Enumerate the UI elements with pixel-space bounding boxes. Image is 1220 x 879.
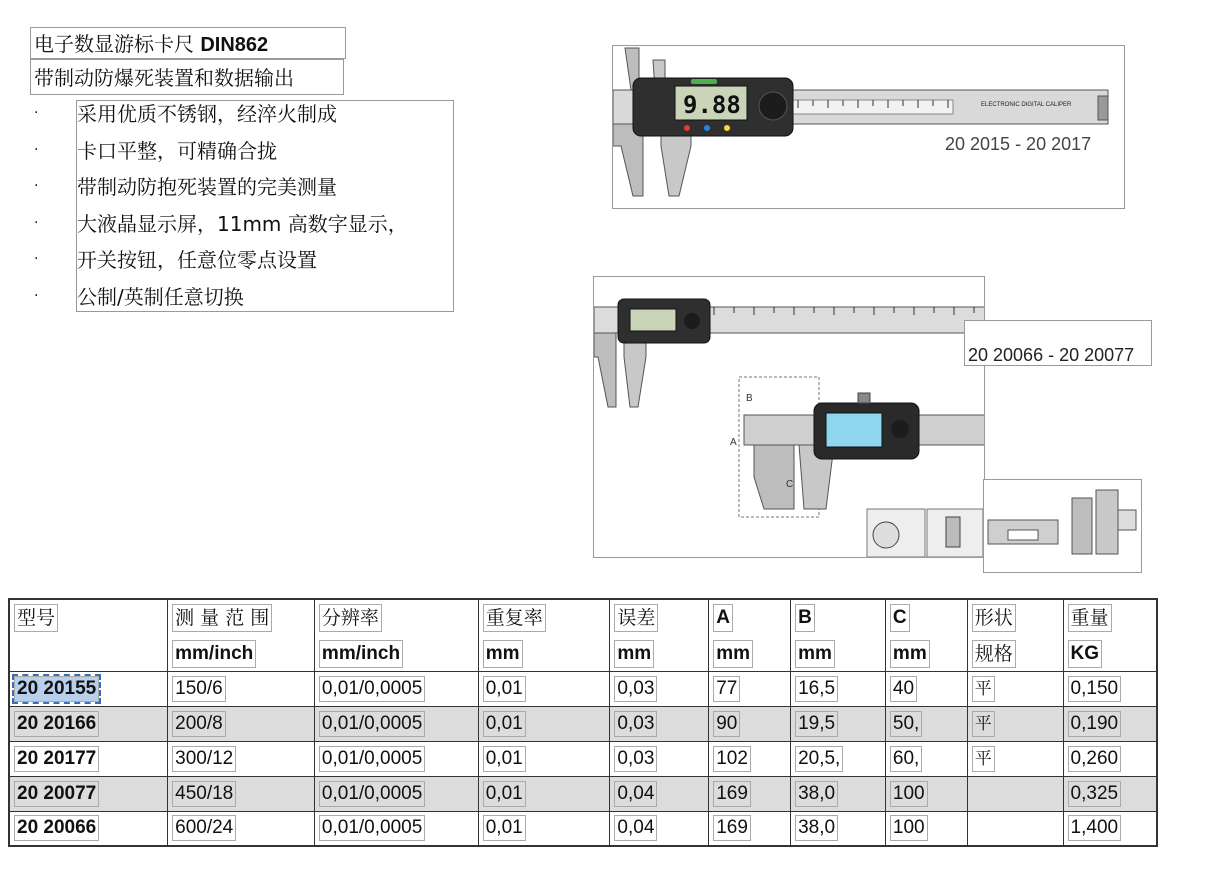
header-cell	[314, 599, 478, 671]
table-header-row	[9, 599, 1157, 671]
range-value: 150/6	[172, 676, 226, 702]
header-unit: mm	[713, 640, 753, 668]
cell-weight	[1063, 671, 1157, 706]
feature-list	[30, 99, 455, 318]
c-value: 50,	[890, 711, 922, 737]
table-row	[9, 706, 1157, 741]
range-value: 600/24	[172, 815, 236, 841]
model-number[interactable]: 20 20155	[14, 676, 99, 702]
resolution-value: 0,01/0,0005	[319, 781, 425, 807]
header-cell	[885, 599, 967, 671]
cell-error	[610, 706, 709, 741]
header-cell	[967, 599, 1063, 671]
repeatability-value: 0,01	[483, 815, 526, 841]
cell-range	[168, 776, 315, 811]
cell-b	[791, 741, 886, 776]
jaw-shape-illustration	[984, 480, 1141, 572]
repeatability-value: 0,01	[483, 711, 526, 737]
cell-shape	[967, 811, 1063, 846]
cell-a	[709, 741, 791, 776]
repeatability-value: 0,01	[483, 676, 526, 702]
feature-text: 采用优质不锈钢，经淬火制成	[77, 102, 337, 126]
a-value: 77	[713, 676, 740, 702]
weight-value: 0,325	[1068, 781, 1122, 807]
cell-weight	[1063, 811, 1157, 846]
a-value: 102	[713, 746, 751, 772]
header-label: 形状	[972, 604, 1016, 632]
feature-text: 带制动防抱死装置的完美测量	[77, 175, 337, 199]
cell-model	[9, 811, 168, 846]
cell-c	[885, 776, 967, 811]
cell-b	[791, 811, 886, 846]
feature-text: 开关按钮，任意位零点设置	[77, 248, 317, 272]
a-value: 90	[713, 711, 740, 737]
product-title	[30, 27, 346, 59]
cell-resolution	[314, 776, 478, 811]
cell-shape	[967, 706, 1063, 741]
cell-a	[709, 811, 791, 846]
header-label: 分辨率	[319, 604, 382, 632]
jaw-shape-image	[983, 479, 1142, 573]
resolution-value: 0,01/0,0005	[319, 676, 425, 702]
range-value: 300/12	[172, 746, 236, 772]
dim-label-b: B	[746, 393, 753, 404]
header-cell	[478, 599, 610, 671]
weight-value: 0,150	[1068, 676, 1122, 702]
c-value: 100	[890, 815, 928, 841]
cell-resolution	[314, 741, 478, 776]
model-number: 20 20166	[14, 711, 99, 737]
cell-weight	[1063, 706, 1157, 741]
b-value: 16,5	[795, 676, 838, 702]
c-value: 100	[890, 781, 928, 807]
cell-model	[9, 706, 168, 741]
cell-b	[791, 671, 886, 706]
header-label: 测 量 范 围	[172, 604, 272, 632]
shape-value: 平	[972, 711, 995, 737]
header-label: 重复率	[483, 604, 546, 632]
resolution-value: 0,01/0,0005	[319, 815, 425, 841]
error-value: 0,03	[614, 711, 657, 737]
cell-shape	[967, 741, 1063, 776]
model-number: 20 20077	[14, 781, 99, 807]
header-unit: KG	[1068, 640, 1103, 668]
feature-item	[30, 209, 455, 246]
bullet-icon: ·	[34, 178, 39, 194]
spec-table	[8, 598, 1158, 847]
dim-label-c: C	[786, 479, 794, 490]
error-value: 0,03	[614, 746, 657, 772]
model-number: 20 20177	[14, 746, 99, 772]
feature-item	[30, 136, 455, 173]
b-value: 38,0	[795, 781, 838, 807]
cell-shape	[967, 776, 1063, 811]
bullet-icon: ·	[34, 105, 39, 121]
table-row	[9, 776, 1157, 811]
header-cell	[610, 599, 709, 671]
cell-range	[168, 671, 315, 706]
header-label: B	[795, 604, 815, 632]
cell-resolution	[314, 706, 478, 741]
header-unit: mm	[614, 640, 654, 668]
repeatability-value: 0,01	[483, 781, 526, 807]
cell-c	[885, 706, 967, 741]
b-value: 20,5,	[795, 746, 843, 772]
error-value: 0,03	[614, 676, 657, 702]
b-value: 38,0	[795, 815, 838, 841]
header-cell	[709, 599, 791, 671]
caliper-large-codes: 20 20066 - 20 20077	[964, 320, 1152, 366]
cell-c	[885, 671, 967, 706]
header-unit: mm	[795, 640, 835, 668]
bullet-icon: ·	[34, 141, 39, 158]
cell-repeatability	[478, 706, 610, 741]
a-value: 169	[713, 781, 751, 807]
cell-c	[885, 741, 967, 776]
cell-model	[9, 741, 168, 776]
header-cell	[1063, 599, 1157, 671]
header-unit: mm	[483, 640, 523, 668]
header-cell	[9, 599, 168, 671]
cell-b	[791, 776, 886, 811]
cell-a	[709, 776, 791, 811]
caliper-small-illustration	[613, 46, 1124, 208]
caliper-label: ELECTRONIC DIGITAL CALIPER	[981, 102, 1072, 108]
cell-resolution	[314, 811, 478, 846]
weight-value: 0,190	[1068, 711, 1122, 737]
caliper-large-image	[593, 276, 985, 558]
cell-b	[791, 706, 886, 741]
cell-repeatability	[478, 811, 610, 846]
cell-a	[709, 671, 791, 706]
cell-weight	[1063, 776, 1157, 811]
header-unit: mm/inch	[319, 640, 403, 668]
dim-label-a: A	[730, 437, 737, 448]
resolution-value: 0,01/0,0005	[319, 711, 425, 737]
cell-model	[9, 671, 168, 706]
error-value: 0,04	[614, 781, 657, 807]
table-row	[9, 671, 1157, 706]
b-value: 19,5	[795, 711, 838, 737]
shape-value: 平	[972, 746, 995, 772]
bullet-icon: ·	[34, 287, 39, 304]
product-title-cn: 电子数显游标卡尺	[34, 32, 194, 56]
cell-c	[885, 811, 967, 846]
feature-text: 卡口平整，可精确合拢	[77, 138, 277, 163]
caliper-large-illustration	[594, 277, 984, 557]
weight-value: 0,260	[1068, 746, 1122, 772]
cell-range	[168, 811, 315, 846]
resolution-value: 0,01/0,0005	[319, 746, 425, 772]
range-value: 450/18	[172, 781, 236, 807]
shape-value: 平	[972, 676, 995, 702]
error-value: 0,04	[614, 815, 657, 841]
header-unit: mm	[890, 640, 930, 668]
feature-text: 公制/英制任意切换	[77, 284, 244, 309]
product-standard: DIN862	[200, 34, 269, 56]
cell-weight	[1063, 741, 1157, 776]
c-value: 40	[890, 676, 917, 702]
bullet-icon: ·	[34, 251, 39, 267]
header-label: 型号	[14, 604, 58, 632]
caliper-small-image	[612, 45, 1125, 209]
cell-a	[709, 706, 791, 741]
header-unit: mm/inch	[172, 640, 256, 668]
table-row	[9, 811, 1157, 846]
c-value: 60,	[890, 746, 922, 772]
caliper-display-value: 9.88	[683, 91, 741, 119]
table-row	[9, 741, 1157, 776]
cell-error	[610, 741, 709, 776]
cell-error	[610, 671, 709, 706]
cell-error	[610, 811, 709, 846]
feature-item	[30, 99, 455, 136]
feature-item	[30, 172, 455, 209]
feature-item	[30, 282, 455, 319]
header-unit: 规格	[972, 640, 1016, 668]
header-label: C	[890, 604, 910, 632]
cell-shape	[967, 671, 1063, 706]
header-cell	[791, 599, 886, 671]
caliper-small-codes: 20 2015 - 20 2017	[945, 134, 1092, 154]
cell-range	[168, 741, 315, 776]
cell-repeatability	[478, 671, 610, 706]
repeatability-value: 0,01	[483, 746, 526, 772]
cell-repeatability	[478, 741, 610, 776]
header-label: 误差	[614, 604, 658, 632]
cell-resolution	[314, 671, 478, 706]
cell-error	[610, 776, 709, 811]
cell-range	[168, 706, 315, 741]
a-value: 169	[713, 815, 751, 841]
bullet-icon: ·	[34, 214, 39, 231]
product-subtitle: 带制动防爆死装置和数据输出	[30, 59, 344, 95]
cell-model	[9, 776, 168, 811]
range-value: 200/8	[172, 711, 226, 737]
feature-text: 大液晶显示屏，11mm 高数字显示，	[77, 211, 408, 236]
header-cell	[168, 599, 315, 671]
feature-item	[30, 245, 455, 282]
header-label: A	[713, 604, 733, 632]
header-label: 重量	[1068, 604, 1112, 632]
weight-value: 1,400	[1068, 815, 1122, 841]
cell-repeatability	[478, 776, 610, 811]
model-number: 20 20066	[14, 815, 99, 841]
